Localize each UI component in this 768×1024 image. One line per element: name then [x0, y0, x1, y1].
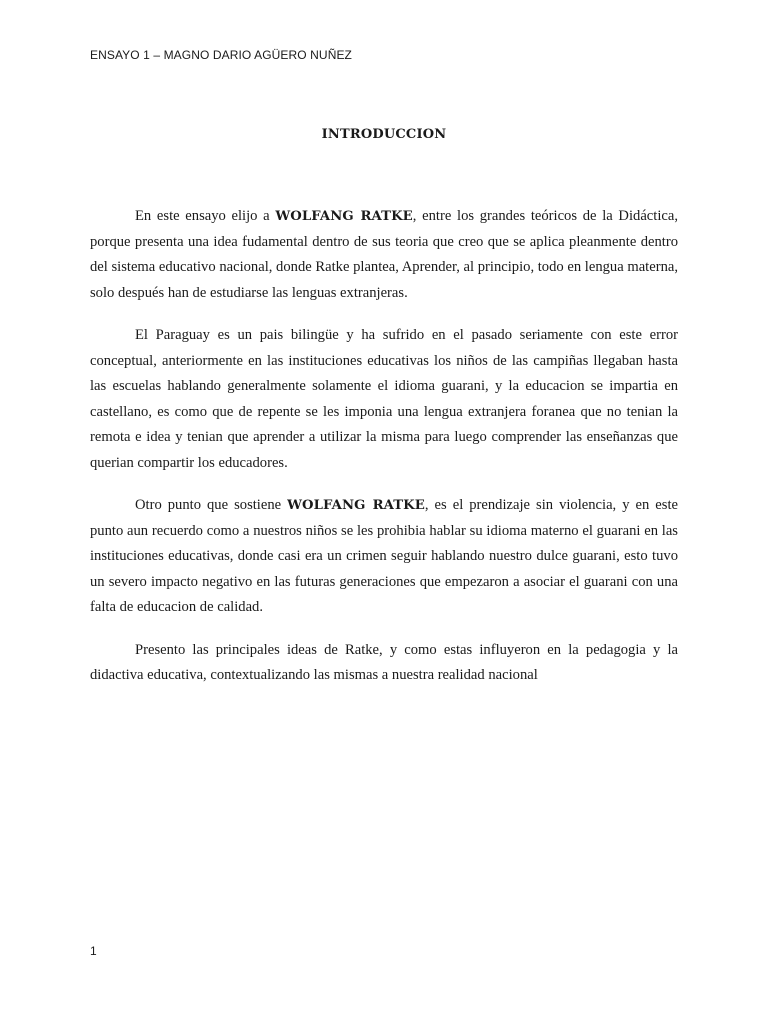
paragraph-4: Presento las principales ideas de Ratke, y como estas influyeron en la pedagogia y la didactiva educativa, contextualizando las mismas a nuestra realidad nacional	[90, 641, 678, 683]
paragraph-3-emphasis: WOLFANG RATKE	[287, 498, 425, 513]
paragraph-1	[90, 204, 678, 306]
page-title: INTRODUCCION	[321, 127, 447, 142]
paragraph-2: El Paraguay es un pais bilingüe y ha sufrido en el pasado seriamente con este error conceptual, anteriormente en las instituciones educativas los niños de las campiñas llegaban hasta las escuelas hablando generalmente solamente el idioma guarani, y la educacion se impartia en castellano, es como que de repente se les imponia una lengua extranjera foranea que no tenian la remota e idea y tenian que aprender a utilizar la misma para luego comprender las enseñanzas que querian compartir los educadores.	[90, 327, 678, 471]
paragraph-3-text-after: , es el prendizaje sin violencia, y en este punto aun recuerdo como a nuestros niños se les prohibia hablar su idioma materno el guarani en las instituciones educativas, donde casi era un crimen seguir hablando nuestro dulce guarani, esto tuvo un severo impacto negativo en las futuras generaciones que empezaron a asociar el guarani con una falta de educacion de calidad.	[90, 497, 678, 615]
page-header: ENSAYO 1 – MAGNO DARIO AGÜERO NUÑEZ	[90, 48, 352, 62]
paragraph-1-text-after: , entre los grandes teóricos de la Didáctica, porque presenta una idea fudamental dentro de sus teoria que creo que se aplica pleanmente dentro del sistema educativo nacional, donde Ratke plantea, Aprender, al principio, todo en lengua materna, solo después han de estudiarse las lenguas extranjeras.	[90, 208, 678, 301]
paragraph-1-emphasis: WOLFANG RATKE	[275, 209, 413, 224]
document-body	[90, 204, 678, 706]
page-number: 1	[90, 944, 97, 958]
paragraph-1-text-before: En este ensayo elijo a	[135, 208, 276, 224]
paragraph-3-text-before: Otro punto que sostiene	[135, 497, 288, 513]
paragraph-3	[90, 493, 678, 621]
